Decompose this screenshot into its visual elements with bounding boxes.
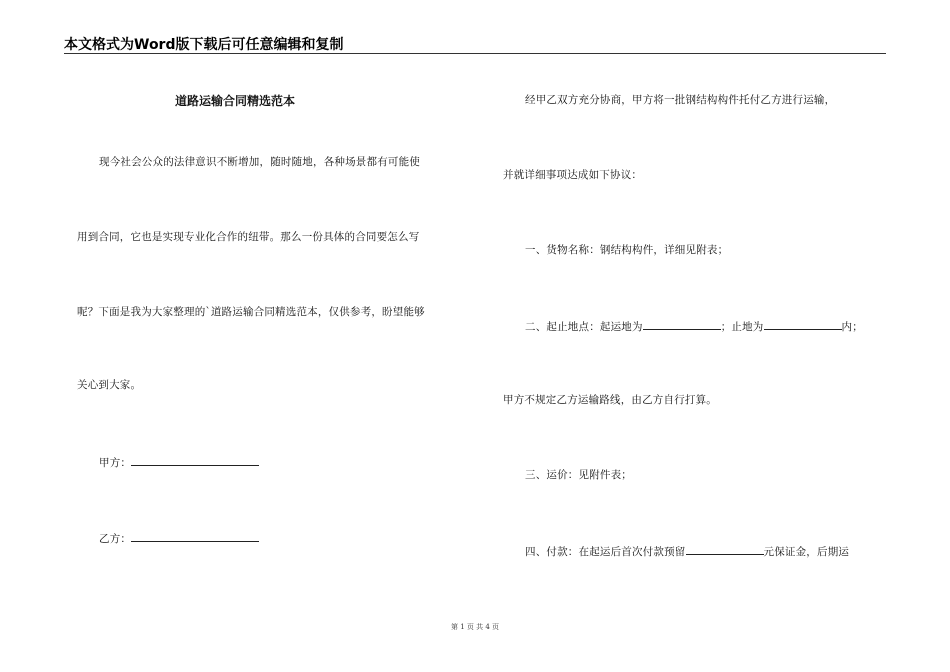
intro-line-2: 用到合同，它也是实现专业化合作的纽带。那么一份具体的合同要怎么写	[77, 231, 420, 243]
party-b-row	[99, 530, 259, 546]
intro-line-4: 关心到大家。	[77, 379, 142, 391]
clause-3: 三、运价：见附件表；	[525, 469, 632, 481]
party-b-blank	[131, 530, 259, 542]
destination-blank	[764, 318, 842, 330]
clause-1: 一、货物名称：钢结构构件，详细见附表；	[525, 244, 729, 256]
page-header	[64, 34, 886, 54]
clause-2-mid: ；止地为	[720, 321, 764, 333]
clause-4-suffix: 元保证金，后期运	[763, 546, 850, 558]
header-text: 本文格式为Word版下载后可任意编辑和复制	[64, 37, 344, 53]
agreement-line-2: 并就详细事项达成如下协议：	[503, 169, 643, 181]
clause-4	[525, 543, 849, 559]
clause-4-prefix: 四、付款：在起运后首次付款预留	[525, 546, 686, 558]
party-a-blank	[131, 454, 259, 466]
intro-line-1: 现今社会公众的法律意识不断增加，随时随地，各种场景都有可能使	[99, 156, 420, 168]
agreement-line-1: 经甲乙双方充分协商，甲方将一批钢结构构件托付乙方进行运输，	[525, 94, 836, 106]
document-title: 道路运输合同精选范本	[174, 94, 295, 108]
party-a-label: 甲方：	[99, 457, 132, 469]
clause-2	[525, 318, 863, 334]
deposit-blank	[686, 543, 764, 555]
intro-line-3: 呢？下面是我为大家整理的`道路运输合同精选范本，仅供参考，盼望能够	[77, 306, 425, 318]
clause-2-suffix: 内；	[841, 321, 863, 333]
clause-2-prefix: 二、起止地点：起运地为	[525, 321, 643, 333]
party-b-label: 乙方：	[99, 533, 132, 545]
page-number: 第 1 页 共 4 页	[450, 623, 500, 631]
clause-2-continued: 甲方不规定乙方运输路线，由乙方自行打算。	[503, 394, 717, 406]
origin-blank	[643, 318, 721, 330]
header-divider	[64, 53, 886, 54]
party-a-row	[99, 454, 259, 470]
